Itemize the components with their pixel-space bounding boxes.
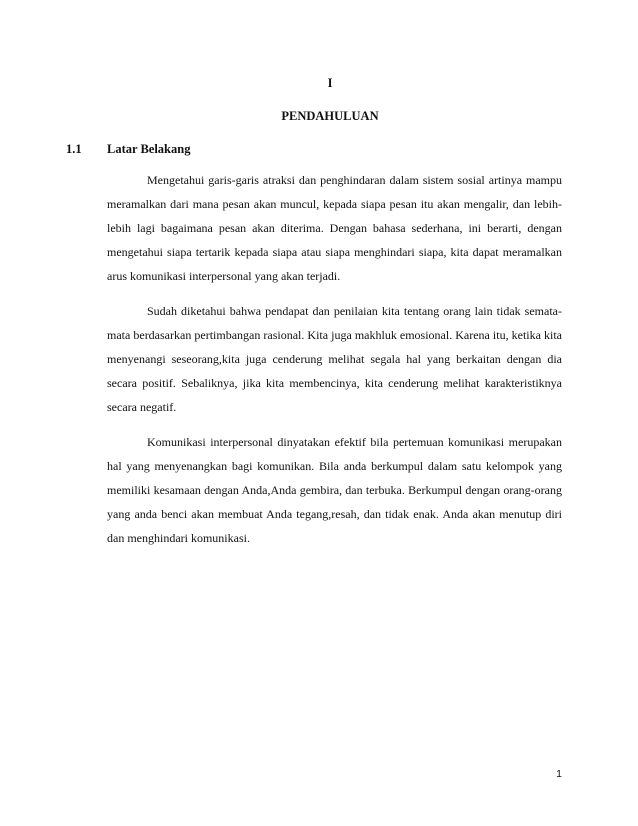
section-heading — [66, 142, 190, 157]
section-number: 1.1 — [66, 142, 82, 156]
paragraph-2: Sudah diketahui bahwa pendapat dan penilaian kita tentang orang lain tidak semata-mata berdasarkan pertimbangan rasional. Kita juga makhluk emosional. Karena itu, ketika kita menyenangi seseorang,kita juga cenderung melihat segala hal yang berkaitan dengan dia secara positif. Sebaliknya, jika kita membencinya, kita cenderung melihat karakteristiknya secara negatif. — [107, 304, 562, 414]
body-text — [107, 168, 562, 561]
chapter-title: PENDAHULUAN — [281, 109, 379, 123]
chapter-number: I — [327, 76, 333, 90]
paragraph-1: Mengetahui garis-garis atraksi dan penghindaran dalam sistem sosial artinya mampu meramalkan dari mana pesan akan muncul, kepada siapa pesan itu akan mengalir, dan lebih-lebih lagi bagaimana pesan akan diterima. Dengan bahasa sederhana, ini berarti, dengan mengetahui siapa tertarik kepada siapa atau siapa menghindari siapa, kita dapat meramalkan arus komunikasi interpersonal yang akan terjadi. — [107, 173, 562, 283]
section-title: Latar Belakang — [107, 142, 191, 156]
paragraph-3: Komunikasi interpersonal dinyatakan efektif bila pertemuan komunikasi merupakan hal yang menyenangkan bagi komunikan. Bila anda berkumpul dalam satu kelompok yang memiliki kesamaan dengan Anda,Anda gembira, dan terbuka. Berkumpul dengan orang-orang yang anda benci akan membuat Anda tegang,resah, dan tidak enak. Anda akan menutup diri dan menghindari komunikasi. — [107, 435, 562, 545]
page-number: 1 — [556, 768, 562, 780]
